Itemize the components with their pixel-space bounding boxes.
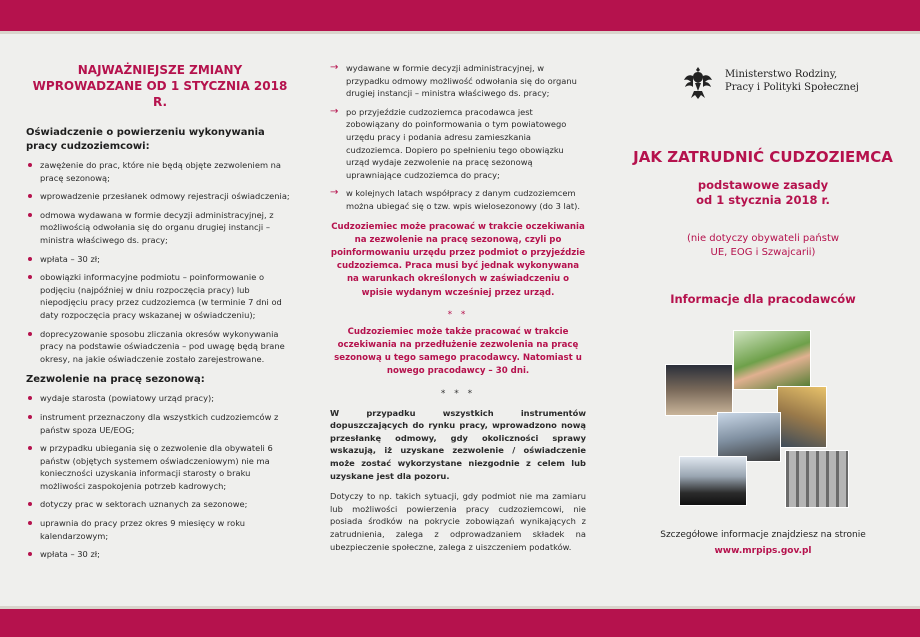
list-item-text: po przyjeździe cudzoziemca pracodawca jest zobowiązany do poinformowania o tym powiatowego urzędu pracy i podania adresu zamieszkania cudzoziemca. Dopiero po spełnieniu tego obowiązku urząd wydaje zezwolenie na pracę sezonową uprawniające cudzoziemca do pracy; [346, 106, 567, 180]
office-photo [665, 364, 733, 416]
separator-stars: * * * [440, 388, 476, 399]
list-item: zawężenie do prac, które nie będą objęte zezwoleniem na pracę sezonową; [26, 159, 294, 184]
changes-heading-line2: WPROWADZANE OD 1 STYCZNIA 2018 R. [32, 79, 288, 109]
list-item-text: wydawane w formie decyzji administracyjnej, w przypadku odmowy możliwość odwołania się do organu drugiej instancji – ministra właściwego ds. pracy; [346, 63, 577, 99]
arrow-right-icon: → [330, 62, 339, 73]
list-item: wydaje starosta (powiatowy urząd pracy); [26, 392, 294, 405]
list-item: doprecyzowanie sposobu zliczania okresów wykonywania pracy na podstawie oświadczenia – pod uwagę będą brane okresy, na jakie oświadczenie zostało zarejestrowane. [26, 328, 294, 366]
middle-column [330, 62, 586, 553]
arrow-right-icon: → [330, 187, 339, 199]
list-item: wprowadzenie przesłanek odmowy rejestracji oświadczenia; [26, 190, 294, 203]
list-item: instrument przeznaczony dla wszystkich cudzoziemców z państw spoza UE/EOG; [26, 411, 294, 436]
brochure-subtitle [625, 178, 901, 208]
workshop-photo [777, 386, 827, 448]
construction-photo [785, 450, 849, 508]
waiting-work-note: Cudzoziemiec może pracować w trakcie oczekiwania na zezwolenie na pracę sezonową, czyli po poinformowaniu urzędu przez podmiot o przyjeździe cudzoziemca. Praca musi być jednak wykonywana na warunkach określonych w zaświadczeniu o wpisie wydanym wcześniej przez urząd. [330, 221, 586, 298]
audience-label: Informacje dla pracodawców [670, 292, 856, 306]
list-item: dotyczy prac w sektorach uznanych za sezonowe; [26, 498, 294, 511]
bottom-band [0, 606, 920, 637]
top-band [0, 0, 920, 34]
separator-stars: * * [447, 309, 469, 320]
declaration-list [26, 159, 294, 365]
list-item [330, 187, 586, 212]
list-item [330, 62, 586, 100]
photo-collage [625, 328, 901, 508]
changes-heading [26, 62, 294, 110]
arrow-right-icon: → [330, 105, 339, 117]
list-item: wpłata – 30 zł; [26, 253, 294, 266]
ministry-logo [683, 64, 893, 104]
seasonal-permit-section-title: Zezwolenie na pracę sezonową: [26, 374, 205, 386]
scope-note-line1: (nie dotyczy obywateli państw [686, 233, 840, 244]
brochure-title: JAK ZATRUDNIĆ CUDZOZIEMCA [633, 148, 893, 166]
clerk-photo [717, 412, 781, 462]
seasonal-permit-list [26, 392, 294, 561]
scope-note-line2: UE, EOG i Szwajcarii) [710, 246, 816, 258]
list-item [330, 106, 586, 182]
ministry-name [725, 68, 859, 94]
left-column [26, 56, 294, 567]
driving-photo [679, 456, 747, 506]
permit-details-list [330, 62, 586, 213]
scope-note [625, 232, 901, 259]
right-column [625, 56, 901, 596]
brochure-subtitle-line2: od 1 stycznia 2018 r. [696, 193, 830, 207]
refusal-examples-paragraph: Dotyczy to np. takich sytuacji, gdy podmiot nie ma zamiaru lub możliwości powierzenia pracy cudzoziemcowi, nie posiada środków na pokrycie zobowiązań wynikających z zatrudnienia, zalega z odprowadzaniem składek na ubezpieczenie społeczne, zalega z uiszczeniem podatków. [330, 491, 586, 552]
ministry-name-line2: Pracy i Polityki Społecznej [725, 82, 859, 93]
website-link[interactable]: www.mrpips.gov.pl [714, 546, 812, 556]
list-item: uprawnia do pracy przez okres 9 miesięcy w roku kalendarzowym; [26, 517, 294, 542]
list-item: wpłata – 30 zł; [26, 548, 294, 561]
list-item: w przypadku ubiegania się o zezwolenie dla obywateli 6 państw (objętych systemem oświadczeniowym) nie ma konieczności uzyskania informacji starosty o braku możliwości zaspokojenia potrzeb kadrowych; [26, 442, 294, 492]
brochure-subtitle-line1: podstawowe zasady [697, 178, 829, 192]
details-text: Szczegółowe informacje znajdziesz na stronie [660, 530, 866, 540]
extension-work-note: Cudzoziemiec może także pracować w trakcie oczekiwania na przedłużenie zezwolenia na pracę sezonową u tego samego pracodawcy. Natomiast u nowego pracodawcy – 30 dni. [334, 326, 582, 377]
changes-heading-line1: NAJWAŻNIEJSZE ZMIANY [77, 63, 243, 77]
list-item: obowiązki informacyjne podmiotu – poinformowanie o podjęciu (najpóźniej w dniu rozpoczęcia pracy) lub niepodjęciu pracy przez cudzoziemca (w terminie 7 dni od daty rozpoczęcia pracy wskazanej w oświadczeniu); [26, 271, 294, 321]
refusal-premise-paragraph: W przypadku wszystkich instrumentów dopuszczających do rynku pracy, wprowadzono nową przesłankę odmowy, gdy okoliczności sprawy wskazują, iż uzyskane zezwolenie / oświadczenie może zostać wykorzystane niezgodnie z celem lub uzyskane jest dla pozoru. [330, 407, 586, 481]
ministry-name-line1: Ministerstwo Rodziny, [725, 69, 838, 80]
eagle-emblem-icon [683, 64, 713, 102]
declaration-section-title: Oświadczenie o powierzeniu wykonywania pracy cudzoziemcowi: [26, 127, 265, 152]
greenhouse-photo [733, 330, 811, 390]
list-item: odmowa wydawana w formie decyzji administracyjnej, z możliwością odwołania się do organu drugiej instancji – ministra właściwego ds. pracy; [26, 209, 294, 247]
list-item-text: w kolejnych latach współpracy z danym cudzoziemcem można ubiegać się o tzw. wpis wielosezonowy (do 3 lat). [346, 188, 581, 211]
